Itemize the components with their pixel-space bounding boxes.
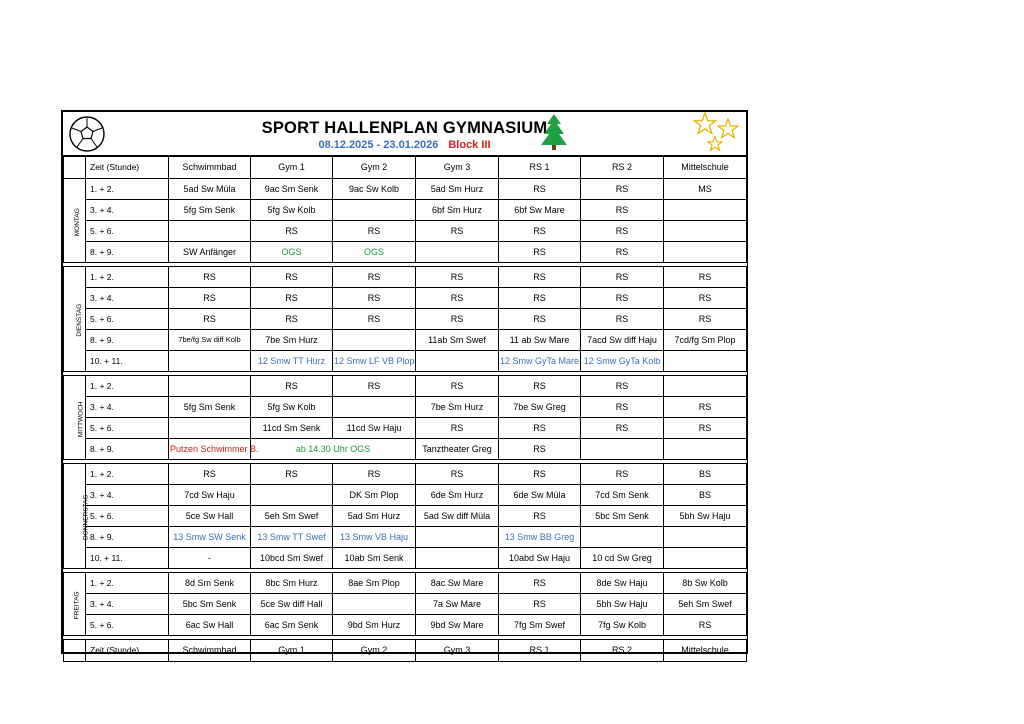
schedule-cell <box>664 439 747 460</box>
schedule-cell: 13 Smw SW Senk <box>169 527 251 548</box>
schedule-cell: RS <box>499 594 581 615</box>
table-row <box>64 573 747 594</box>
time-slot: 3. + 4. <box>86 288 169 309</box>
table-row <box>64 200 747 221</box>
schedule-cell: BS <box>664 464 747 485</box>
schedule-cell <box>664 351 747 372</box>
footer-row <box>64 640 747 662</box>
day-label-mittwoch: MITTWOCH <box>64 376 86 460</box>
schedule-cell: - <box>169 548 251 569</box>
time-slot: 3. + 4. <box>86 594 169 615</box>
schedule-cell: 6de Sw Müla <box>499 485 581 506</box>
schedule-cell: RS <box>581 376 664 397</box>
table-row <box>64 506 747 527</box>
schedule-cell: 8ac Sw Mare <box>416 573 499 594</box>
schedule-cell: RS <box>169 288 251 309</box>
schedule-cell: 12 Smw GyTa Mare <box>499 351 581 372</box>
schedule-cell: 5fg Sm Senk <box>169 397 251 418</box>
schedule-cell: RS <box>664 397 747 418</box>
schedule-cell: RS <box>333 221 416 242</box>
schedule-cell: RS <box>169 464 251 485</box>
schedule-cell: RS <box>581 397 664 418</box>
schedule-cell: RS <box>499 573 581 594</box>
schedule-cell: 5ad Sm Hurz <box>416 179 499 200</box>
schedule-cell: RS <box>664 615 747 636</box>
schedule-cell <box>169 221 251 242</box>
schedule-cell: RS <box>499 376 581 397</box>
schedule-cell: 7fg Sw Kolb <box>581 615 664 636</box>
corner-cell <box>64 157 86 179</box>
schedule-cell: RS <box>499 242 581 263</box>
hall-header: Mittelschule <box>664 157 747 179</box>
schedule-cell <box>664 548 747 569</box>
hall-footer: RS 2 <box>581 640 664 662</box>
schedule-cell: 11cd Sm Senk <box>251 418 333 439</box>
time-slot: 3. + 4. <box>86 200 169 221</box>
schedule-cell <box>169 376 251 397</box>
schedule-cell: RS <box>581 200 664 221</box>
table-row <box>64 267 747 288</box>
schedule-cell: 5ce Sw diff Hall <box>251 594 333 615</box>
time-slot: 5. + 6. <box>86 615 169 636</box>
schedule-cell: ab 14.30 Uhr OGS <box>251 439 416 460</box>
hall-footer: Schwimmbad <box>169 640 251 662</box>
time-slot: 3. + 4. <box>86 397 169 418</box>
schedule-table <box>63 156 747 662</box>
table-row <box>64 221 747 242</box>
schedule-cell: 13 Smw BB Greg <box>499 527 581 548</box>
schedule-cell: 5bc Sm Senk <box>581 506 664 527</box>
schedule-cell: RS <box>416 288 499 309</box>
time-slot: 10. + 11. <box>86 351 169 372</box>
hall-footer: Gym 2 <box>333 640 416 662</box>
schedule-cell: 8b Sw Kolb <box>664 573 747 594</box>
schedule-cell: RS <box>251 288 333 309</box>
page-title: SPORT HALLENPLAN GYMNASIUM <box>261 119 548 137</box>
time-slot: 5. + 6. <box>86 221 169 242</box>
schedule-cell: 6ac Sm Senk <box>251 615 333 636</box>
time-slot: 5. + 6. <box>86 506 169 527</box>
time-slot: 5. + 6. <box>86 418 169 439</box>
schedule-cell: 6de Sm Hurz <box>416 485 499 506</box>
schedule-cell: RS <box>581 221 664 242</box>
table-row <box>64 594 747 615</box>
schedule-cell: RS <box>581 418 664 439</box>
schedule-cell: OGS <box>333 242 416 263</box>
schedule-cell: RS <box>499 309 581 330</box>
schedule-cell: RS <box>499 418 581 439</box>
table-row <box>64 548 747 569</box>
schedule-cell <box>581 527 664 548</box>
schedule-cell: 7acd Sw diff Haju <box>581 330 664 351</box>
sheet-header <box>63 112 746 156</box>
table-row <box>64 485 747 506</box>
table-row <box>64 179 747 200</box>
schedule-cell: DK Sm Plop <box>333 485 416 506</box>
schedule-cell: 9bd Sm Hurz <box>333 615 416 636</box>
schedule-cell: RS <box>416 267 499 288</box>
schedule-cell: 13 Smw TT Swef <box>251 527 333 548</box>
table-row <box>64 418 747 439</box>
schedule-cell: RS <box>251 267 333 288</box>
hall-header: RS 2 <box>581 157 664 179</box>
schedule-cell: RS <box>499 267 581 288</box>
time-slot: 3. + 4. <box>86 485 169 506</box>
schedule-cell: 5ad Sm Hurz <box>333 506 416 527</box>
hall-header: Gym 3 <box>416 157 499 179</box>
schedule-cell: 7be/fg Sw diff Kolb <box>169 330 251 351</box>
hall-header: Gym 1 <box>251 157 333 179</box>
time-slot: 1. + 2. <box>86 267 169 288</box>
schedule-cell: RS <box>581 309 664 330</box>
schedule-cell: 12 Smw TT Hurz <box>251 351 333 372</box>
schedule-cell: RS <box>499 464 581 485</box>
schedule-cell: 8de Sw Haju <box>581 573 664 594</box>
schedule-cell: Putzen Schwimmer B. <box>169 439 251 460</box>
table-row <box>64 615 747 636</box>
schedule-cell: 5ad Sw diff Müla <box>416 506 499 527</box>
time-slot: 1. + 2. <box>86 573 169 594</box>
schedule-cell: RS <box>581 464 664 485</box>
schedule-cell: RS <box>416 418 499 439</box>
table-row <box>64 439 747 460</box>
schedule-cell: 8d Sm Senk <box>169 573 251 594</box>
schedule-cell <box>664 527 747 548</box>
schedule-cell: RS <box>499 288 581 309</box>
schedule-cell: 5fg Sw Kolb <box>251 397 333 418</box>
schedule-cell: RS <box>251 376 333 397</box>
schedule-cell: 11ab Sm Swef <box>416 330 499 351</box>
schedule-cell: 5bh Sw Haju <box>581 594 664 615</box>
hall-footer: Gym 1 <box>251 640 333 662</box>
schedule-cell: RS <box>581 179 664 200</box>
hall-header: Gym 2 <box>333 157 416 179</box>
schedule-cell: SW Anfänger <box>169 242 251 263</box>
schedule-cell: MS <box>664 179 747 200</box>
schedule-cell: 10abd Sw Haju <box>499 548 581 569</box>
schedule-cell: RS <box>499 506 581 527</box>
schedule-cell: RS <box>333 288 416 309</box>
schedule-cell: RS <box>416 309 499 330</box>
hall-header: RS 1 <box>499 157 581 179</box>
schedule-cell <box>333 594 416 615</box>
schedule-cell: RS <box>333 464 416 485</box>
schedule-cell: BS <box>664 485 747 506</box>
star-icon <box>693 112 717 136</box>
schedule-cell: RS <box>499 439 581 460</box>
corner-cell <box>64 640 86 662</box>
table-row <box>64 376 747 397</box>
schedule-cell: RS <box>664 418 747 439</box>
schedule-cell: RS <box>169 309 251 330</box>
time-slot: 5. + 6. <box>86 309 169 330</box>
star-icon <box>707 136 723 152</box>
schedule-cell: 5fg Sm Senk <box>169 200 251 221</box>
schedule-cell <box>333 397 416 418</box>
schedule-cell <box>664 376 747 397</box>
christmas-tree-icon <box>539 112 569 152</box>
schedule-cell: RS <box>251 464 333 485</box>
hall-header: Schwimmbad <box>169 157 251 179</box>
schedule-cell: 11 ab Sw Mare <box>499 330 581 351</box>
schedule-cell: Tanztheater Greg <box>416 439 499 460</box>
schedule-cell: RS <box>333 309 416 330</box>
schedule-cell <box>333 200 416 221</box>
schedule-cell: RS <box>499 221 581 242</box>
schedule-cell: 5eh Sm Swef <box>664 594 747 615</box>
schedule-cell: 9ac Sm Senk <box>251 179 333 200</box>
schedule-cell: 12 Smw GyTa Kolb <box>581 351 664 372</box>
schedule-cell: 8bc Sm Hurz <box>251 573 333 594</box>
table-row <box>64 330 747 351</box>
hallenplan-sheet <box>61 110 748 654</box>
table-row <box>64 309 747 330</box>
schedule-cell: RS <box>499 179 581 200</box>
day-label-freitag: FREITAG <box>64 573 86 636</box>
schedule-cell: 12 Smw LF VB Plop <box>333 351 416 372</box>
schedule-cell: RS <box>664 267 747 288</box>
schedule-cell: RS <box>333 376 416 397</box>
schedule-cell: 7be Sw Greg <box>499 397 581 418</box>
schedule-cell: 5ad Sw Müla <box>169 179 251 200</box>
day-label-donnerstag: DONNERSTAG <box>64 464 86 569</box>
schedule-cell <box>581 439 664 460</box>
schedule-cell <box>416 527 499 548</box>
schedule-cell: 7cd/fg Sm Plop <box>664 330 747 351</box>
schedule-cell <box>169 418 251 439</box>
time-slot: 1. + 2. <box>86 376 169 397</box>
schedule-cell: 8ae Sm Plop <box>333 573 416 594</box>
block-label: Block III <box>448 139 491 151</box>
day-label-dienstag: DIENSTAG <box>64 267 86 372</box>
schedule-cell <box>664 242 747 263</box>
table-row <box>64 242 747 263</box>
table-row <box>64 351 747 372</box>
schedule-cell <box>664 200 747 221</box>
schedule-cell: RS <box>251 221 333 242</box>
schedule-cell: 5bc Sm Senk <box>169 594 251 615</box>
time-slot: 1. + 2. <box>86 464 169 485</box>
header-row <box>64 157 747 179</box>
schedule-cell: 7cd Sw Haju <box>169 485 251 506</box>
schedule-cell: 7be Sm Hurz <box>416 397 499 418</box>
schedule-cell <box>416 351 499 372</box>
schedule-cell: RS <box>251 309 333 330</box>
time-slot: 8. + 9. <box>86 242 169 263</box>
schedule-cell: 7a Sw Mare <box>416 594 499 615</box>
schedule-cell <box>664 221 747 242</box>
schedule-cell: 9bd Sw Mare <box>416 615 499 636</box>
table-row <box>64 288 747 309</box>
table-row <box>64 464 747 485</box>
schedule-cell: 10 cd Sw Greg <box>581 548 664 569</box>
schedule-cell: 5bh Sw Haju <box>664 506 747 527</box>
schedule-cell: RS <box>416 221 499 242</box>
schedule-cell <box>251 485 333 506</box>
schedule-cell <box>169 351 251 372</box>
schedule-cell: 6bf Sw Mare <box>499 200 581 221</box>
time-slot: 8. + 9. <box>86 330 169 351</box>
zeit-header: Zeit (Stunde) <box>86 157 169 179</box>
schedule-cell: 6bf Sm Hurz <box>416 200 499 221</box>
hall-footer: Mittelschule <box>664 640 747 662</box>
schedule-cell: 5fg Sw Kolb <box>251 200 333 221</box>
zeit-footer: Zeit (Stunde) <box>86 640 169 662</box>
schedule-cell: 7be Sm Hurz <box>251 330 333 351</box>
schedule-cell: RS <box>416 464 499 485</box>
schedule-cell: RS <box>169 267 251 288</box>
schedule-cell: RS <box>664 309 747 330</box>
schedule-cell: 7fg Sm Swef <box>499 615 581 636</box>
schedule-cell: 5eh Sm Swef <box>251 506 333 527</box>
schedule-cell: 13 Smw VB Haju <box>333 527 416 548</box>
time-slot: 8. + 9. <box>86 439 169 460</box>
schedule-cell: RS <box>581 288 664 309</box>
schedule-cell: RS <box>333 267 416 288</box>
schedule-cell: OGS <box>251 242 333 263</box>
schedule-cell: RS <box>416 376 499 397</box>
table-row <box>64 397 747 418</box>
schedule-cell: 10ab Sm Senk <box>333 548 416 569</box>
date-range: 08.12.2025 - 23.01.2026 <box>318 139 439 151</box>
schedule-cell <box>333 330 416 351</box>
schedule-cell: RS <box>664 288 747 309</box>
page-subtitle <box>63 139 746 151</box>
schedule-cell: 6ac Sw Hall <box>169 615 251 636</box>
schedule-cell: 7cd Sm Senk <box>581 485 664 506</box>
time-slot: 10. + 11. <box>86 548 169 569</box>
hall-footer: Gym 3 <box>416 640 499 662</box>
time-slot: 1. + 2. <box>86 179 169 200</box>
schedule-cell: 5ce Sw Hall <box>169 506 251 527</box>
schedule-cell: 11cd Sw Haju <box>333 418 416 439</box>
schedule-cell: 10bcd Sm Swef <box>251 548 333 569</box>
schedule-cell: RS <box>581 242 664 263</box>
schedule-cell: 9ac Sw Kolb <box>333 179 416 200</box>
day-label-montag: MONTAG <box>64 179 86 263</box>
table-row <box>64 527 747 548</box>
schedule-cell <box>416 548 499 569</box>
time-slot: 8. + 9. <box>86 527 169 548</box>
hall-footer: RS 1 <box>499 640 581 662</box>
schedule-cell: RS <box>581 267 664 288</box>
schedule-cell <box>416 242 499 263</box>
